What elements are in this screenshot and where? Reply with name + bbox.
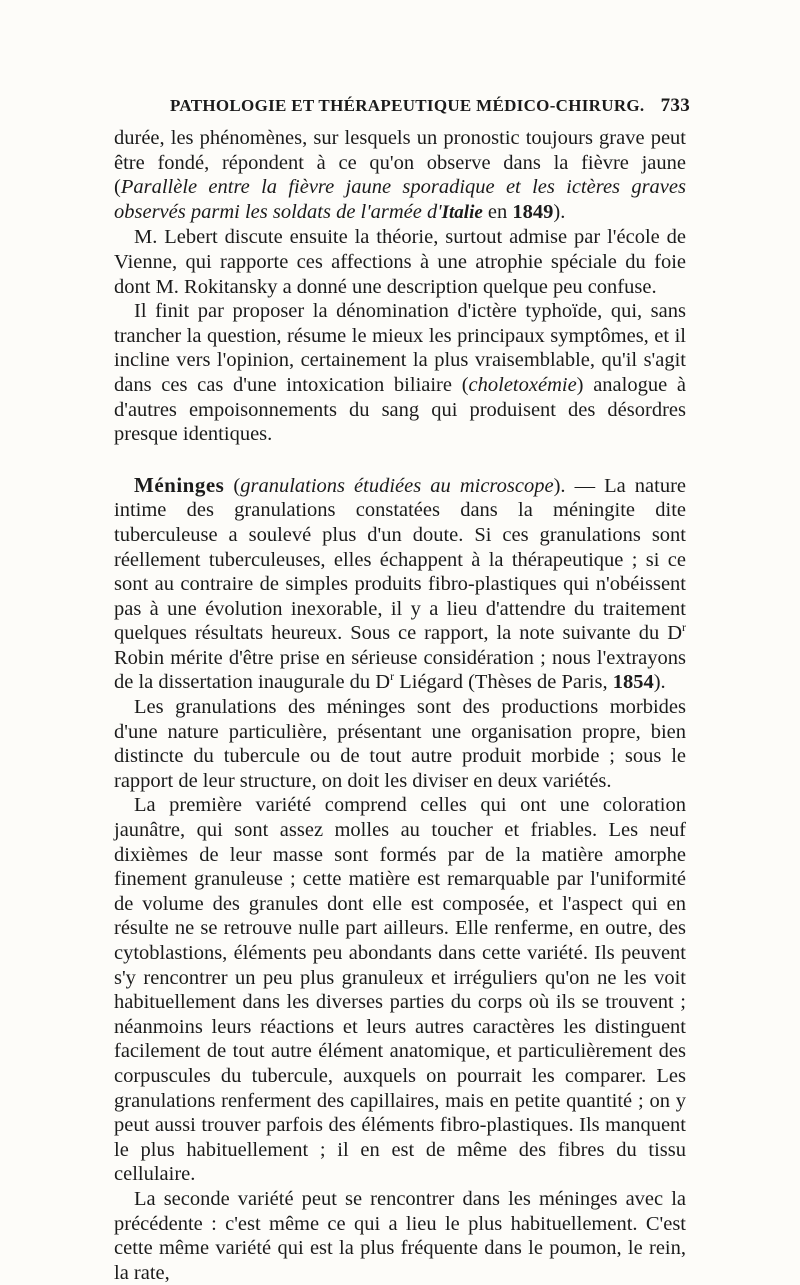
- italic-citation: Parallèle entre la fièvre jaune sporadique et les ictères graves observés parmi les soldats de l'armée d': [114, 176, 686, 223]
- text-run: Liégard (Thèses de Paris,: [394, 671, 613, 694]
- paragraph-meninges: [114, 473, 686, 695]
- text-run: ) analogue à d'autres empoisonnements du sang qui produisent des désordres presque identiques.: [114, 373, 687, 446]
- paragraph-lebert: M. Lebert discute ensuite la théorie, surtout admise par l'école de Vienne, qui rapporte ces affections à une atrophie spéciale du foie dont M. Rokitansky a donné une description quelque peu confuse.: [114, 226, 686, 298]
- text-run: durée, les phénomènes, sur lesquels un pronostic toujours grave peut être fondé, répondent à ce qu'on observe dans la fièvre jaune (: [114, 127, 686, 199]
- text-run: Robin mérite d'être prise en sérieuse considération ; nous l'extrayons de la dissertation inaugurale du D: [114, 646, 686, 694]
- text-run: en: [482, 200, 513, 223]
- running-header: [170, 96, 690, 126]
- text-run: ). — La nature intime des granulations constatées dans la méningite dite tuberculeuse a soulevé plus d'un doute. Si ces granulations sont réellement tuberculeuses, elles échappent à la thérapeutique ; si ce sont au contraire de simples produits fibro-plastiques qui n'obéissent pas à une évolution inexorable, il y a lieu d'attendre du traitement quelques résultats heureux. Sous ce rapport, la note suivante du D: [114, 474, 687, 645]
- text-run: Il finit par proposer la dénomination d'ictère typhoïde, qui, sans trancher la question, résume le mieux les principaux symptômes, et il incline vers l'opinion, certainement la plus vraisemblable, qu'il s'agit dans ces cas d'une intoxication biliaire (: [114, 300, 686, 396]
- paragraph-premiere-variete: La première variété comprend celles qui ont une coloration jaunâtre, qui sont assez molles au toucher et friables. Les neuf dixièmes de leur masse sont formés par de la matière amorphe finement granuleuse ; cette matière est remarquable par l'uniformité de volume des granules dont elle est composée, et l'aspect qui en résulte ne se retrouve nulle part ailleurs. Elle renferme, en outre, des cytoblastions, éléments peu abondants dans cette variété. Ils peuvent s'y rencontrer un peu plus granuleux et irréguliers qu'on ne les voit habituellement dans les diverses parties du corps où ils se trouvent ; néanmoins leurs réactions et leurs autres caractères les distinguent facilement de tout autre élément anatomique, et particulièrement des corpuscules du tubercule, auxquels on pourrait les comparer. Les granulations renferment des capillaires, mais en petite quantité ; on y peut aussi trouver parfois des éléments fibro-plastiques. Ils manquent le plus habituellement ; il en est de même des fibres du tissu cellulaire.: [114, 794, 686, 1186]
- paragraph-seconde-variete: La seconde variété peut se rencontrer dans les méninges avec la précédente : c'est même ce qui a lieu le plus habituellement. C'est cette même variété qui est la plus fréquente dans le poumon, le rein, la rate,: [114, 1187, 686, 1284]
- text-run: ).: [553, 200, 566, 223]
- italic-term: choletoxémie: [468, 373, 577, 396]
- section-heading: Méninges: [134, 472, 225, 497]
- italic-citation-italie: Italie: [441, 201, 483, 223]
- text-run: (: [224, 474, 241, 497]
- text-run: ).: [653, 671, 666, 694]
- paragraph-fievre-jaune: [114, 126, 686, 225]
- italic-subtitle: granulations étudiées au microscope: [240, 474, 554, 497]
- page-number: 733: [660, 95, 690, 116]
- body-text: [114, 126, 686, 1285]
- paragraph-ictere-typhoide: [114, 299, 686, 447]
- superscript: r: [682, 620, 686, 635]
- year: 1854: [612, 671, 654, 694]
- header-title: PATHOLOGIE ET THÉRAPEUTIQUE MÉDICO-CHIRURG.: [170, 96, 645, 115]
- superscript: r: [390, 669, 395, 684]
- year: 1849: [512, 200, 554, 223]
- paragraph-granulations: Les granulations des méninges sont des productions morbides d'une nature particulière, présentant une organisation propre, bien distincte du tubercule ou de tout autre produit morbide ; sous le rapport de leur structure, on doit les diviser en deux variétés.: [114, 696, 686, 792]
